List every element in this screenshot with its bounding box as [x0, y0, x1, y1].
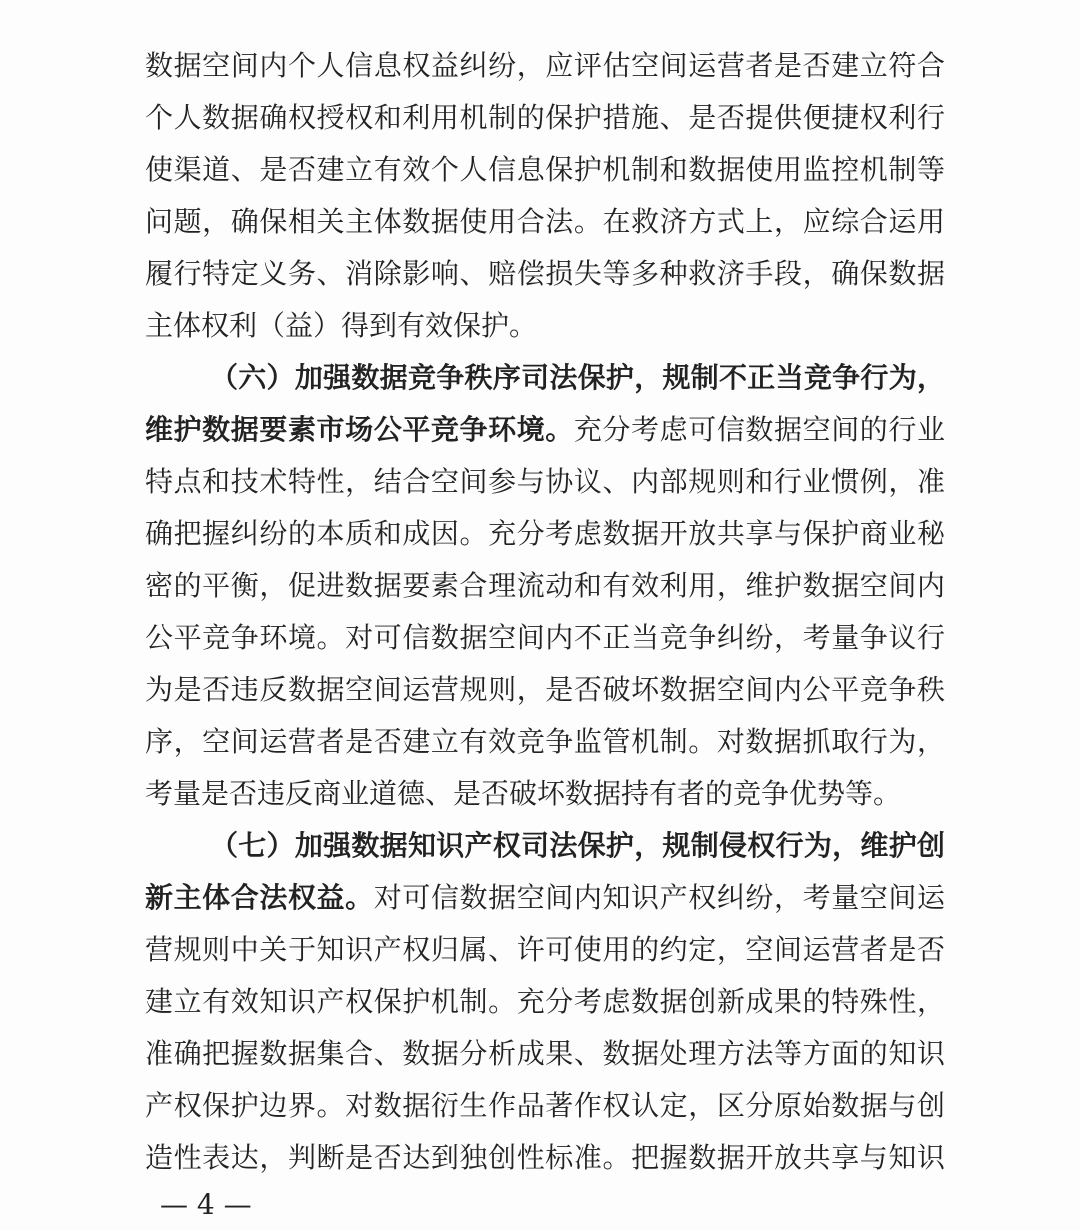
- text-line: 个人数据确权授权和利用机制的保护措施、是否提供便捷权利行: [145, 101, 945, 134]
- text-line: 确把握纠纷的本质和成因。充分考虑数据开放共享与保护商业秘: [145, 517, 945, 550]
- text-line: 问题，确保相关主体数据使用合法。在救济方式上，应综合运用: [145, 205, 945, 238]
- section-heading-7: （七）加强数据知识产权司法保护，规制侵权行为，维护创: [210, 829, 945, 862]
- text-line: 准确把握数据集合、数据分析成果、数据处理方法等方面的知识: [145, 1037, 945, 1070]
- text-line: 建立有效知识产权保护机制。充分考虑数据创新成果的特殊性，: [145, 985, 945, 1018]
- text-line: 履行特定义务、消除影响、赔偿损失等多种救济手段，确保数据: [145, 257, 945, 290]
- text-line: 使渠道、是否建立有效个人信息保护机制和数据使用监控机制等: [145, 153, 945, 186]
- section-heading-6-continued: 维护数据要素市场公平竞争环境。: [145, 413, 574, 446]
- text-line: 密的平衡，促进数据要素合理流动和有效利用，维护数据空间内: [145, 569, 945, 602]
- text-line: 序，空间运营者是否建立有效竞争监管机制。对数据抓取行为，: [145, 725, 945, 758]
- text-line: 为是否违反数据空间运营规则，是否破坏数据空间内公平竞争秩: [145, 673, 945, 706]
- text-line: 造性表达，判断是否达到独创性标准。把握数据开放共享与知识: [145, 1141, 945, 1174]
- section-heading-6: （六）加强数据竞争秩序司法保护，规制不正当竞争行为，: [210, 361, 945, 394]
- text-line: [145, 404, 945, 456]
- text-line: 考量是否违反商业道德、是否破坏数据持有者的竞争优势等。: [145, 777, 902, 810]
- text-line: 营规则中关于知识产权归属、许可使用的约定，空间运营者是否: [145, 933, 945, 966]
- text-span: 对可信数据空间内知识产权纠纷，考量空间运: [373, 881, 945, 914]
- text-line: 主体权利（益）得到有效保护。: [145, 309, 538, 342]
- section-heading-7-continued: 新主体合法权益。: [145, 881, 374, 914]
- text-line: 特点和技术特性，结合空间参与协议、内部规则和行业惯例，准: [145, 465, 945, 498]
- text-line: 数据空间内个人信息权益纠纷，应评估空间运营者是否建立符合: [145, 49, 945, 82]
- body-text: [145, 40, 945, 1184]
- text-span: 充分考虑可信数据空间的行业: [573, 413, 945, 446]
- text-line: 公平竞争环境。对可信数据空间内不正当竞争纠纷，考量争议行: [145, 621, 945, 654]
- page-number: — 4 —: [160, 1188, 252, 1221]
- text-line: [145, 872, 945, 924]
- text-line: 产权保护边界。对数据衍生作品著作权认定，区分原始数据与创: [145, 1089, 945, 1122]
